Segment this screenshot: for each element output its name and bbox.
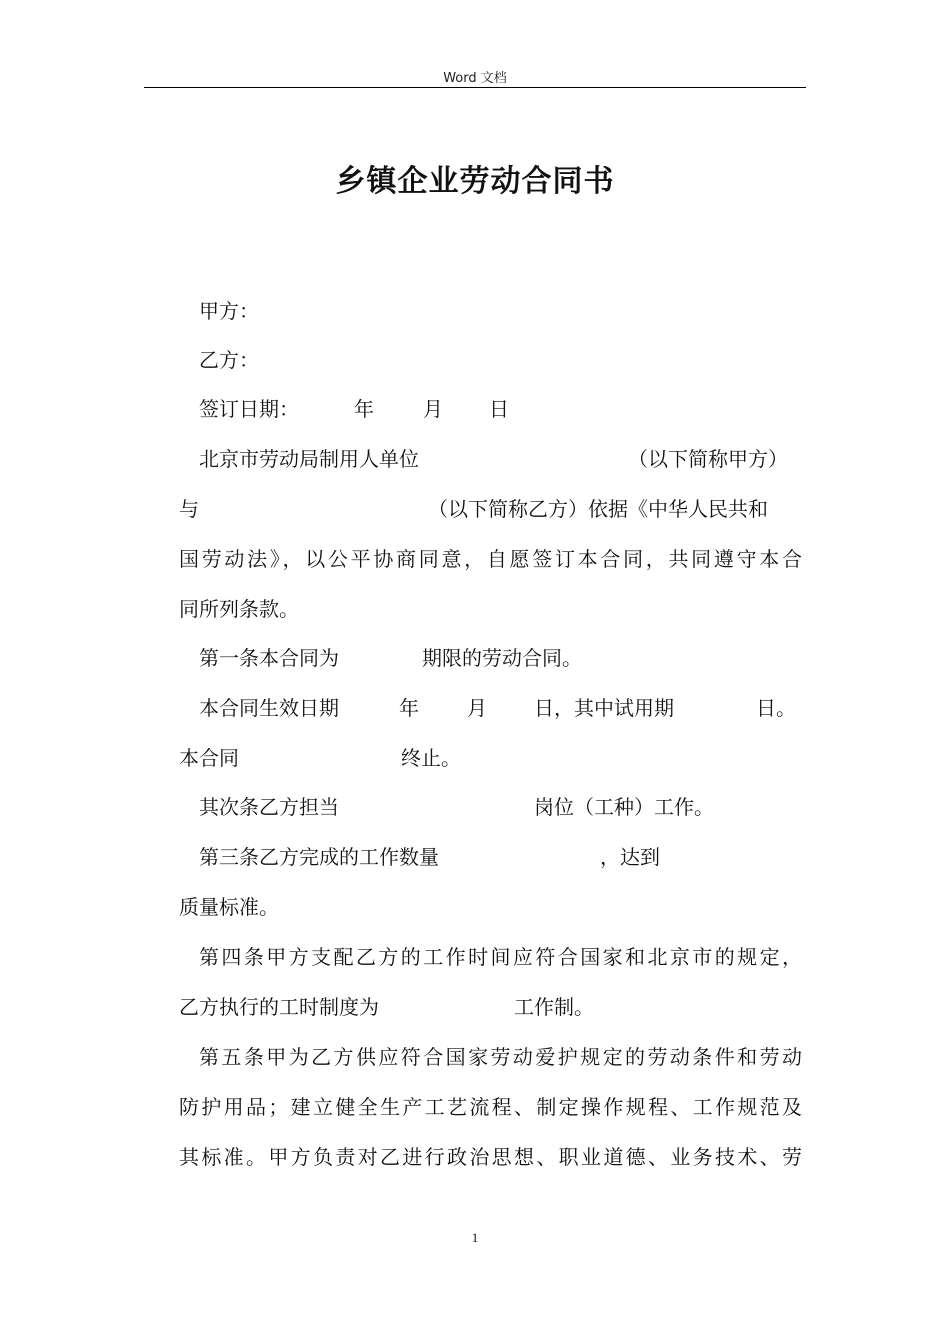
term-day-end: 日。 [756, 696, 796, 720]
page-header: Word 文档 [443, 71, 507, 86]
article4-line2-prefix: 乙方执行的工时制度为 [179, 995, 379, 1019]
signing-date-label: 签订日期： [199, 397, 299, 421]
intro-line2-suffix: （以下简称乙方）依据《中华人民共和 [428, 497, 768, 521]
document-title: 乡镇企业劳动合同书 [335, 164, 615, 199]
intro-line3: 国劳动法》，以公平协商同意，自愿签订本合同，共同遵守本合 [179, 547, 802, 571]
article4-line1: 第四条甲方支配乙方的工作时间应符合国家和北京市的规定， [199, 945, 802, 969]
header-divider [144, 87, 806, 88]
intro-line1-suffix: （以下简称甲方） [628, 447, 788, 471]
intro-line1-prefix: 北京市劳动局制用人单位 [199, 447, 419, 471]
term-line2-suffix: 终止。 [401, 746, 461, 770]
signing-date-month: 月 [423, 397, 443, 421]
signing-date-day: 日 [489, 397, 509, 421]
article5-line2: 防护用品；建立健全生产工艺流程、制定操作规程、工作规范及 [179, 1095, 802, 1119]
article5-line3: 其标准。甲方负责对乙进行政治思想、职业道德、业务技术、劳 [179, 1145, 802, 1169]
term-line2-prefix: 本合同 [179, 746, 239, 770]
article3-suffix: ，达到 [600, 845, 660, 869]
article1-prefix: 第一条本合同为 [199, 646, 339, 670]
term-label: 本合同生效日期 [199, 696, 339, 720]
article2-suffix: 岗位（工种）工作。 [534, 795, 714, 819]
term-month: 月 [467, 696, 487, 720]
article4-line2-suffix: 工作制。 [514, 995, 594, 1019]
intro-line2-prefix: 与 [179, 497, 199, 521]
term-trial: 日，其中试用期 [534, 696, 674, 720]
article5-line1: 第五条甲为乙方供应符合国家劳动爱护规定的劳动条件和劳动 [199, 1045, 802, 1069]
article2-prefix: 其次条乙方担当 [199, 795, 339, 819]
intro-line4: 同所列条款。 [179, 597, 299, 621]
party-a-label: 甲方： [199, 299, 259, 323]
party-b-label: 乙方： [199, 348, 259, 372]
article1-suffix: 期限的劳动合同。 [422, 646, 582, 670]
article3-prefix: 第三条乙方完成的工作数量 [199, 845, 439, 869]
signing-date-year: 年 [354, 397, 374, 421]
page-number: 1 [471, 1230, 479, 1245]
article3-line2: 质量标准。 [179, 895, 279, 919]
term-year: 年 [399, 696, 419, 720]
